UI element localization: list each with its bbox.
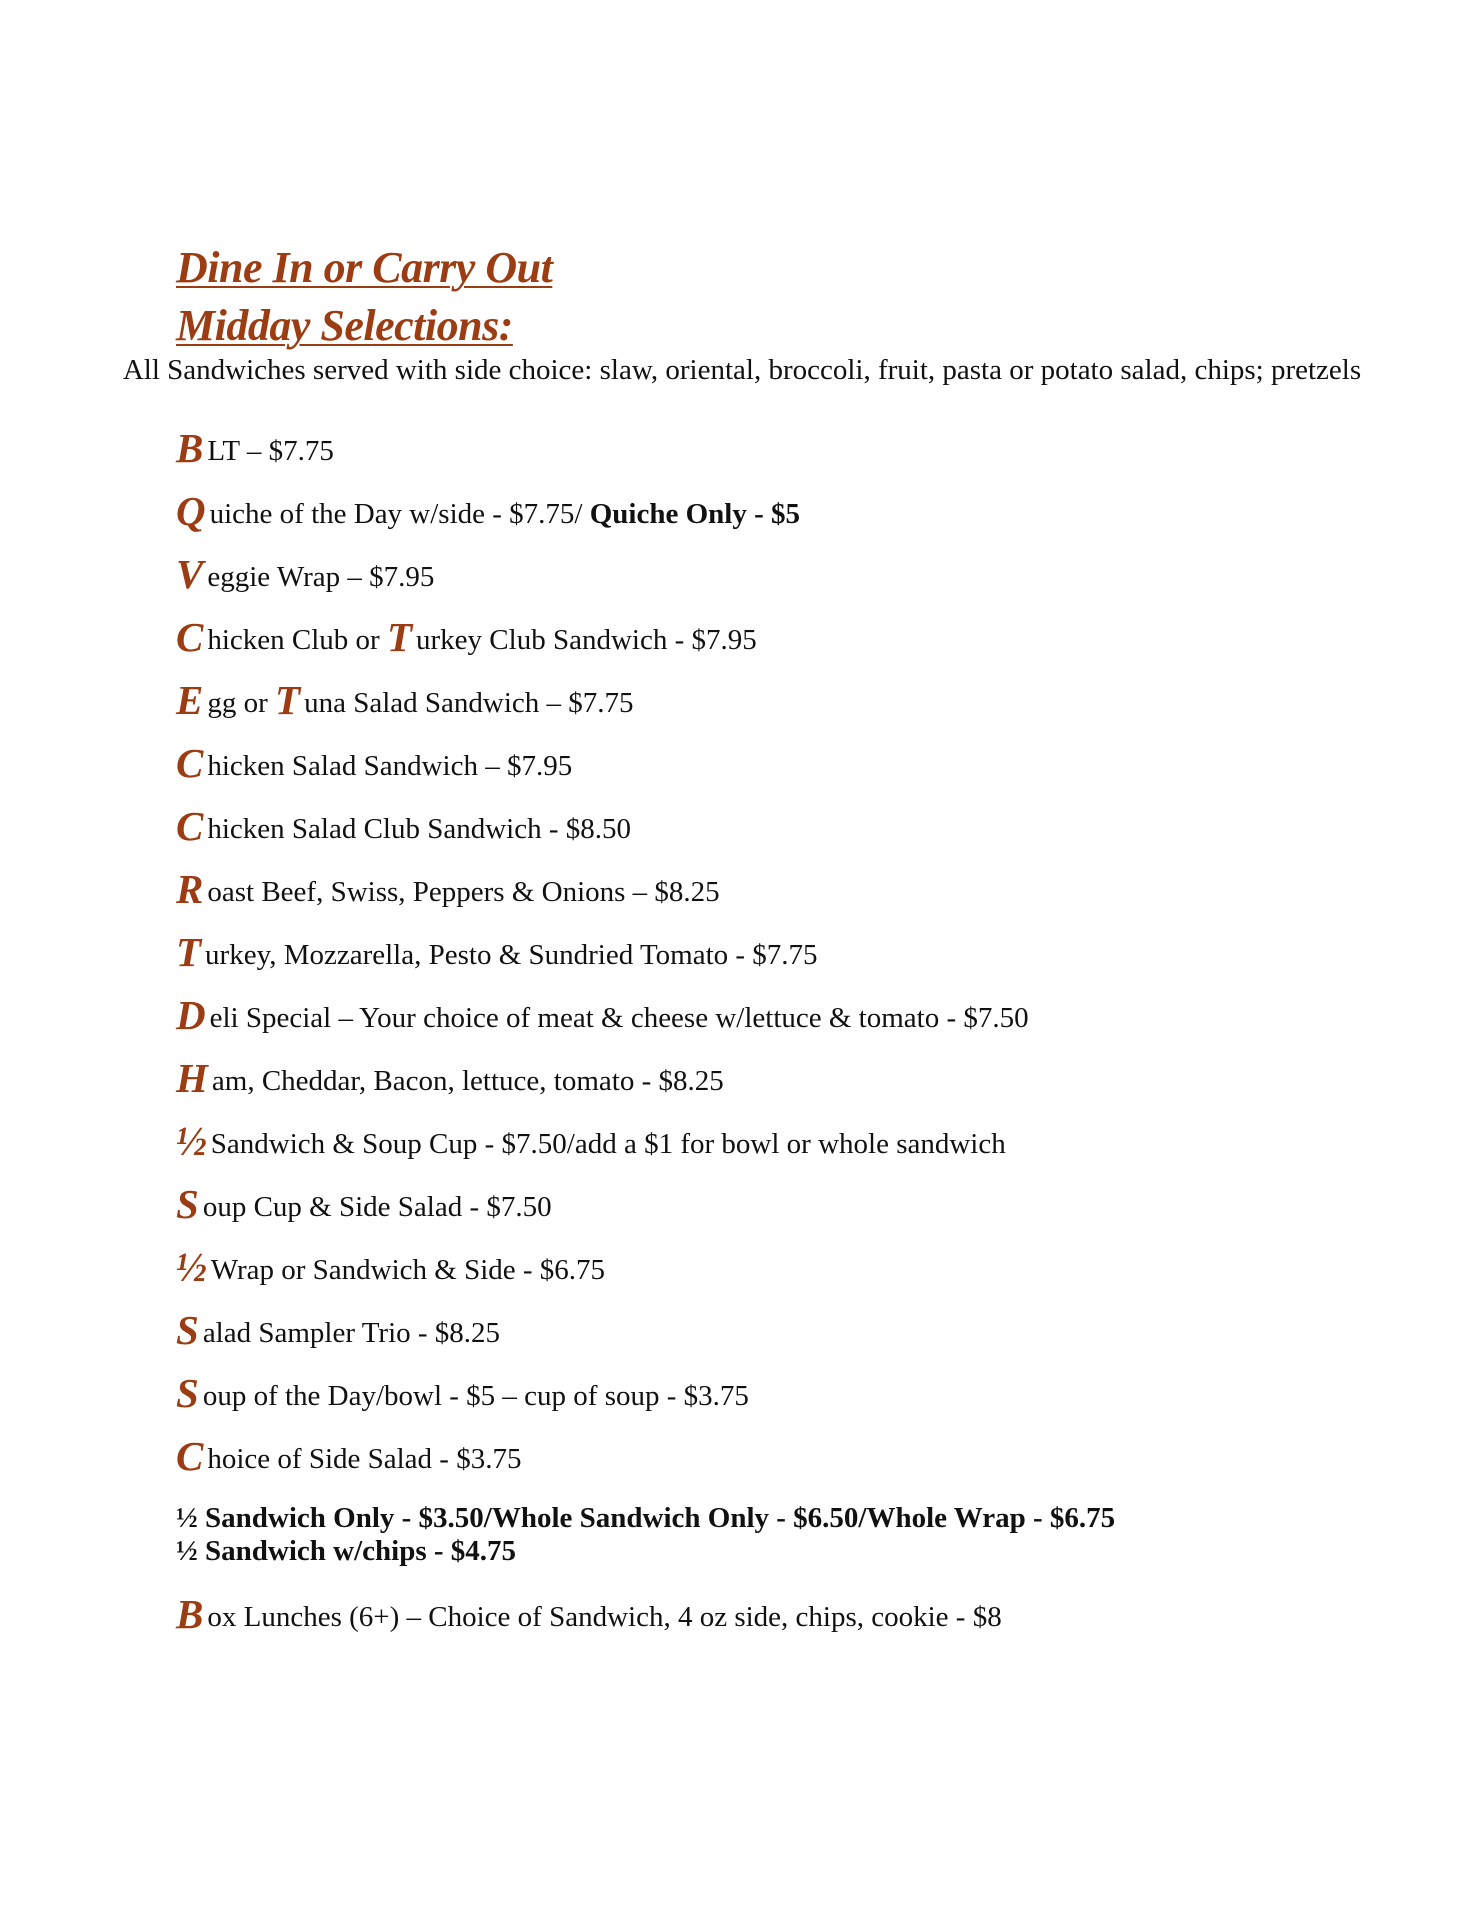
sandwich-only-prices <box>176 1502 1115 1568</box>
item-text: Wrap or Sandwich & Side - $6.75 <box>210 1254 606 1286</box>
menu-item-roast-beef <box>176 866 720 912</box>
item-text: hicken Salad Club Sandwich - $8.50 <box>207 813 632 845</box>
initial-letter: B <box>176 425 204 471</box>
initial-letter: Q <box>176 488 206 534</box>
initial-letter: V <box>176 551 204 597</box>
item-text: eggie Wrap – $7.95 <box>207 561 435 593</box>
item-text: hoice of Side Salad - $3.75 <box>207 1443 522 1475</box>
menu-item-veggie-wrap <box>176 551 435 597</box>
initial-letter: D <box>176 992 206 1038</box>
menu-item-club-sandwich <box>176 614 757 660</box>
menu-item-quiche <box>176 488 801 534</box>
item-text: hicken Salad Sandwich – $7.95 <box>207 750 573 782</box>
menu-item-ham-cheddar <box>176 1055 724 1101</box>
menu-item-deli-special <box>176 992 1029 1038</box>
item-text: am, Cheddar, Bacon, lettuce, tomato - $8.25 <box>211 1065 724 1097</box>
item-text: urkey Club Sandwich - $7.95 <box>416 624 757 656</box>
initial-letter: S <box>176 1307 199 1353</box>
item-text: hicken Club or <box>207 624 387 656</box>
menu-item-half-wrap-side <box>176 1244 606 1290</box>
initial-letter: C <box>176 1433 204 1479</box>
initial-letter: S <box>176 1181 199 1227</box>
menu-heading-line-1: Dine In or Carry Out <box>176 243 553 292</box>
menu-heading-line-2: Midday Selections: <box>176 301 513 350</box>
initial-letter: T <box>275 677 301 723</box>
initial-letter: E <box>176 677 204 723</box>
initial-letter: C <box>176 614 204 660</box>
menu-item-side-salad <box>176 1433 522 1479</box>
note-line-1: ½ Sandwich Only - $3.50/Whole Sandwich Only - $6.50/Whole Wrap - $6.75 <box>176 1502 1116 1534</box>
initial-letter: R <box>176 866 204 912</box>
item-text: gg or <box>207 687 276 719</box>
item-text: oup of the Day/bowl - $5 – cup of soup - $3.75 <box>202 1380 749 1412</box>
menu-item-soup-side-salad <box>176 1181 552 1227</box>
menu-item-salad-sampler <box>176 1307 501 1353</box>
item-text: una Salad Sandwich – $7.75 <box>304 687 634 719</box>
initial-letter: ½ <box>176 1118 207 1164</box>
menu-item-blt <box>176 425 334 471</box>
initial-letter: C <box>176 740 204 786</box>
initial-letter: B <box>176 1591 204 1637</box>
item-text: urkey, Mozzarella, Pesto & Sundried Tomato - $7.75 <box>205 939 818 971</box>
initial-letter: ½ <box>176 1244 207 1290</box>
item-text: Sandwich & Soup Cup - $7.50/add a $1 for bowl or whole sandwich <box>210 1128 1006 1160</box>
initial-letter: T <box>386 614 413 660</box>
item-text: alad Sampler Trio - $8.25 <box>202 1317 501 1349</box>
note-line-2: ½ Sandwich w/chips - $4.75 <box>176 1535 517 1567</box>
item-text: eli Special – Your choice of meat & cheese w/lettuce & tomato - $7.50 <box>209 1002 1029 1034</box>
item-text: ox Lunches (6+) – Choice of Sandwich, 4 oz side, chips, cookie - $8 <box>207 1601 1002 1633</box>
initial-letter: S <box>176 1370 199 1416</box>
item-text: oast Beef, Swiss, Peppers & Onions – $8.25 <box>207 876 720 908</box>
item-text: LT – $7.75 <box>207 435 334 467</box>
menu-item-half-sandwich-soup <box>176 1118 1006 1164</box>
menu-item-egg-tuna-salad <box>176 677 634 723</box>
item-text: oup Cup & Side Salad - $7.50 <box>202 1191 552 1223</box>
menu-item-soup-of-day <box>176 1370 749 1416</box>
item-text: uiche of the Day w/side - $7.75/ <box>209 498 590 530</box>
initial-letter: H <box>176 1055 208 1101</box>
initial-letter: C <box>176 803 204 849</box>
sides-note: All Sandwiches served with side choice: slaw, oriental, broccoli, fruit, pasta or potato salad, chips; pretzels <box>122 354 1362 386</box>
menu-item-box-lunches <box>176 1591 1002 1637</box>
menu-item-turkey-mozzarella <box>176 929 818 975</box>
item-text-bold: Quiche Only - $5 <box>589 498 801 530</box>
initial-letter: T <box>176 929 202 975</box>
menu-item-chicken-salad-club <box>176 803 632 849</box>
menu-item-chicken-salad <box>176 740 573 786</box>
